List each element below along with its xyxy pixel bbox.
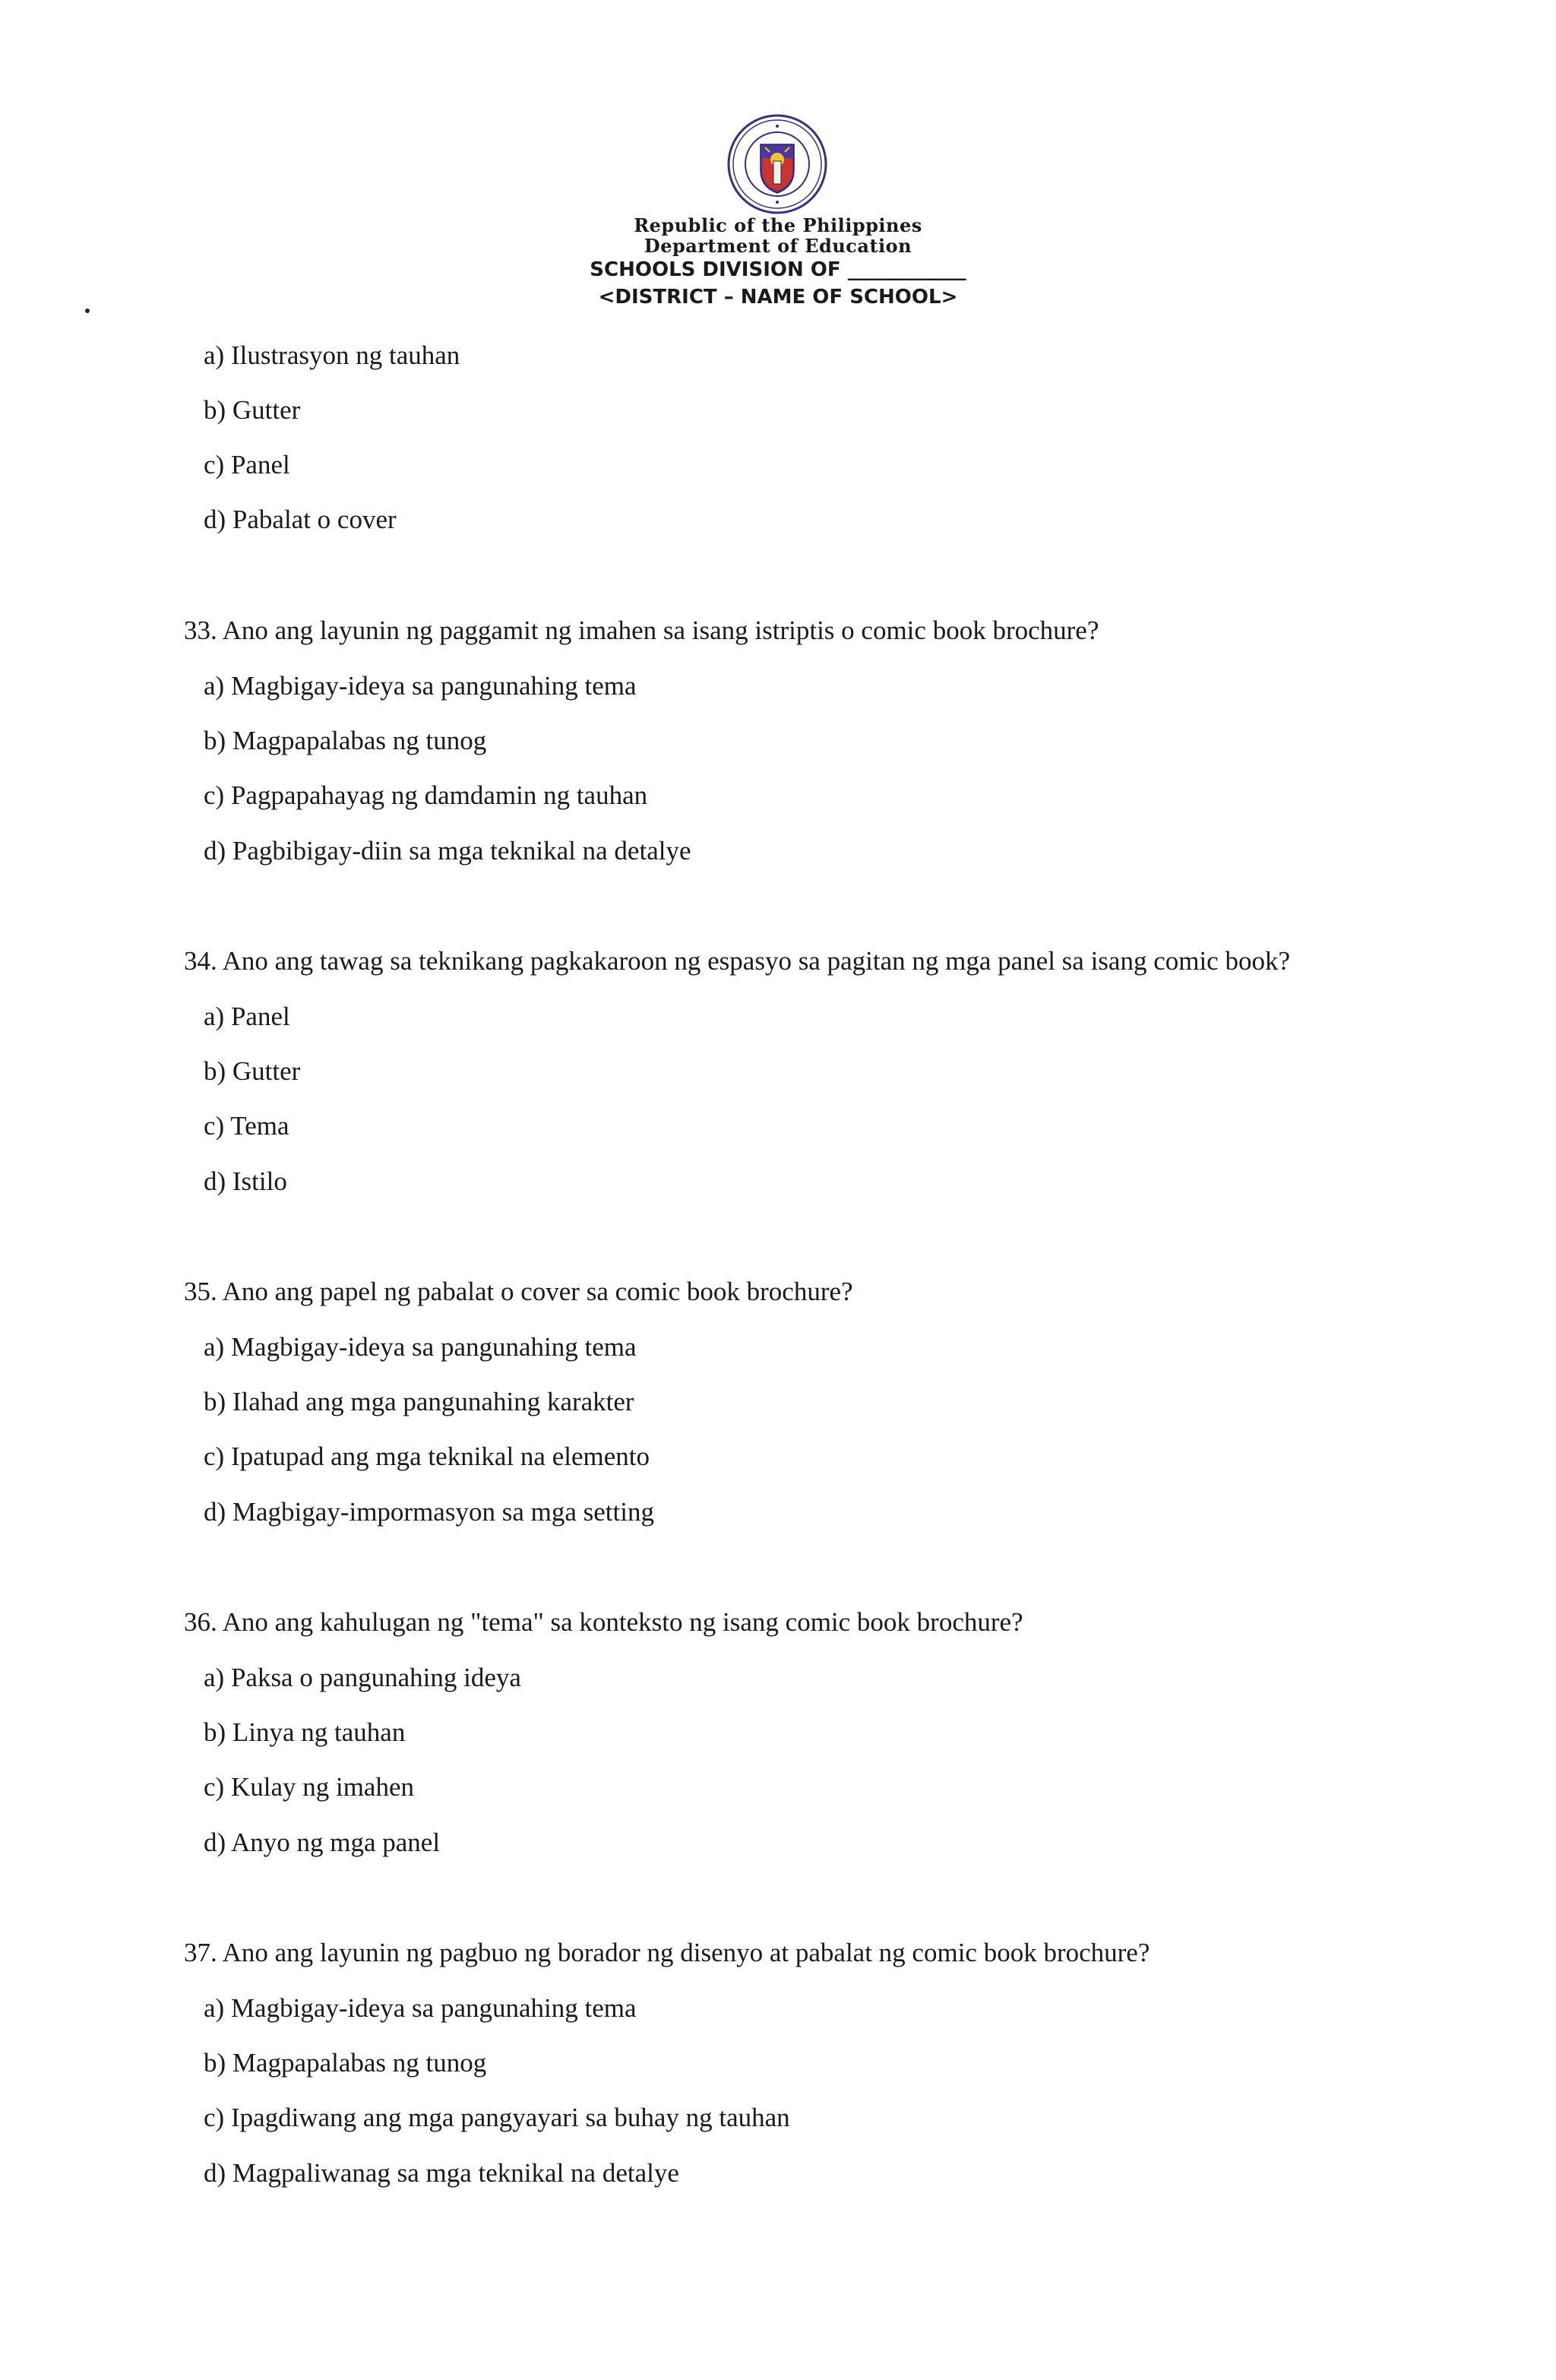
option-item: a) Magbigay-ideya sa pangunahing tema (204, 1332, 637, 1362)
option-item: b) Magpapalabas ng tunog (204, 2048, 487, 2078)
option-item: c) Kulay ng imahen (204, 1772, 414, 1802)
option-item: c) Panel (204, 450, 290, 479)
option-item: a) Magbigay-ideya sa pangunahing tema (204, 1993, 637, 2023)
question-text: 34. Ano ang tawag sa teknikang pagkakaroon ng espasyo sa pagitan ng mga panel sa isang comic book? (184, 946, 1291, 976)
option-item: b) Ilahad ang mga pangunahing karakter (204, 1387, 634, 1416)
option-item: d) Pagbibigay-diin sa mga teknikal na detalye (204, 836, 691, 866)
division-heading: SCHOOLS DIVISION OF ____________ (590, 258, 966, 281)
option-item: d) Magpaliwanag sa mga teknikal na detalye (204, 2158, 679, 2188)
question-text: 33. Ano ang layunin ng paggamit ng imahen sa isang istriptis o comic book brochure? (184, 616, 1099, 645)
option-item: d) Istilo (204, 1166, 287, 1196)
option-item: b) Gutter (204, 395, 301, 425)
option-item: d) Pabalat o cover (204, 505, 397, 534)
question-text: 36. Ano ang kahulugan ng "tema" sa konteksto ng isang comic book brochure? (184, 1607, 1023, 1637)
school-heading: <DISTRICT – NAME OF SCHOOL> (598, 286, 958, 309)
option-item: a) Magbigay-ideya sa pangunahing tema (204, 671, 637, 701)
option-item: c) Pagpapahayag ng damdamin ng tauhan (204, 780, 648, 810)
option-item: b) Magpapalabas ng tunog (204, 726, 487, 755)
option-item: b) Gutter (204, 1056, 301, 1086)
option-item: c) Ipatupad ang mga teknikal na elemento (204, 1442, 650, 1471)
option-item: c) Tema (204, 1111, 289, 1141)
republic-heading: Republic of the Philippines (634, 214, 922, 236)
option-item: a) Paksa o pangunahing ideya (204, 1663, 521, 1692)
question-text: 35. Ano ang papel ng pabalat o cover sa comic book brochure? (184, 1277, 853, 1306)
deped-seal-logo (727, 114, 827, 214)
question-text: 37. Ano ang layunin ng pagbuo ng borador ng disenyo at pabalat ng comic book brochure? (184, 1938, 1150, 1967)
department-heading: Department of Education (644, 235, 912, 257)
option-item: d) Anyo ng mga panel (204, 1828, 441, 1857)
option-item: d) Magbigay-impormasyon sa mga setting (204, 1497, 654, 1527)
page-marker (85, 309, 90, 313)
option-item: c) Ipagdiwang ang mga pangyayari sa buhay ng tauhan (204, 2103, 790, 2132)
option-item: b) Linya ng tauhan (204, 1717, 406, 1747)
option-item: a) Panel (204, 1002, 290, 1031)
option-item: a) Ilustrasyon ng tauhan (204, 340, 460, 370)
